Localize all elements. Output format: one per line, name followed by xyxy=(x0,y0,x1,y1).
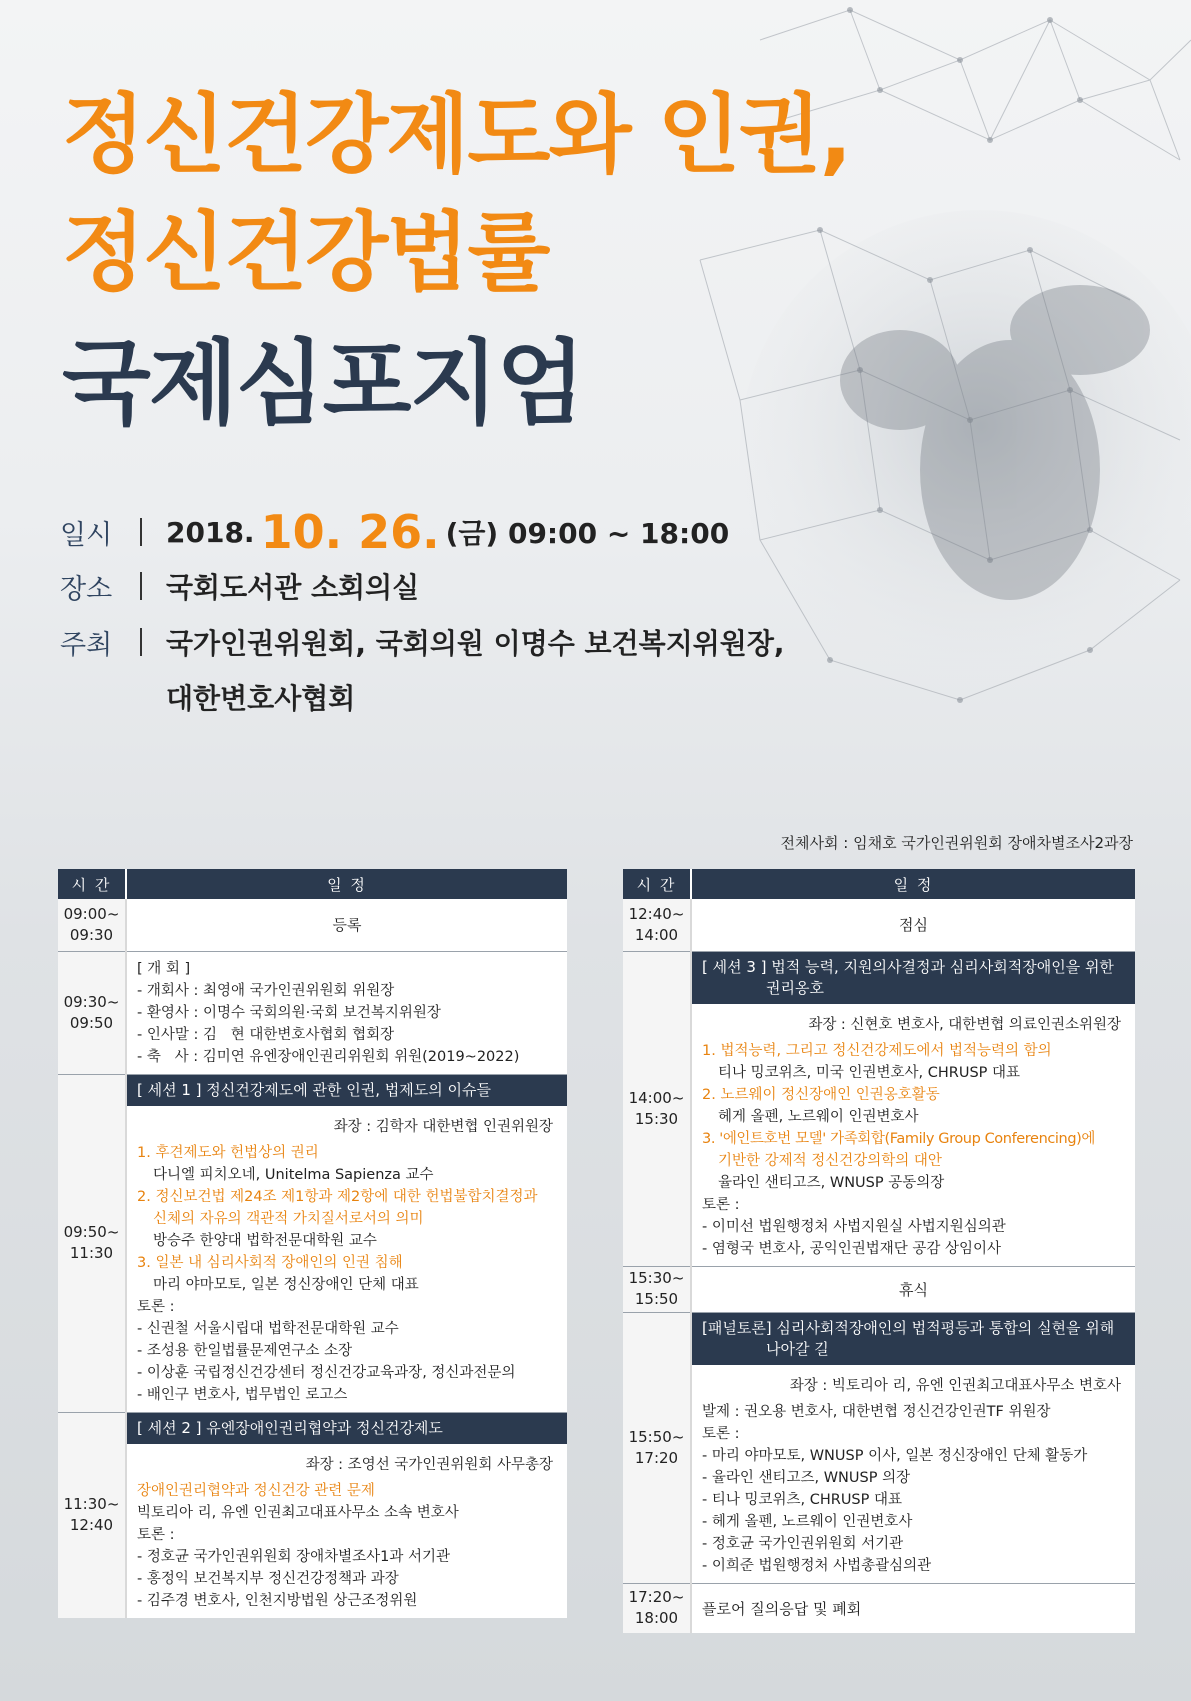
panel-cell xyxy=(691,1312,1135,1583)
discussant: - 염형국 변호사, 공익인권법재단 공감 상임이사 xyxy=(702,1240,1002,1257)
discussion-label: 토론 : xyxy=(137,1526,175,1543)
discussant: - 김주경 변호사, 인천지방법원 상근조정위원 xyxy=(137,1592,418,1609)
schedule-table-right xyxy=(623,869,1135,1633)
presenter: 빅토리아 리, 유엔 인권최고대표사무소 소속 변호사 xyxy=(137,1504,459,1521)
session-2-cell xyxy=(126,1412,567,1618)
closing xyxy=(691,1583,1135,1633)
opening-item: - 개회사 : 최영애 국가인권위원회 위원장 xyxy=(137,982,395,999)
presenter: 다니엘 피치오네, Unitelma Sapienza 교수 xyxy=(153,1166,434,1183)
header-time: 시 간 xyxy=(623,869,691,899)
session-1-title: [ 세션 1 ] 정신건강제도에 관한 인권, 법제도의 이슈들 xyxy=(127,1075,567,1106)
time-slot: 11:30~ 12:40 xyxy=(58,1412,126,1618)
discussant: - 조성용 한일법률문제연구소 소장 xyxy=(137,1342,353,1359)
presentation-title: 2. 정신보건법 제24조 제1항과 제2항에 대한 헌법불합치결정과 xyxy=(137,1188,538,1205)
host-row-2 xyxy=(166,677,355,717)
host-row xyxy=(60,622,785,662)
time-slot: 15:30~ 15:50 xyxy=(623,1266,691,1312)
host-value-1: 국가인권위원회, 국회의원 이명수 보건복지위원장, xyxy=(166,627,785,660)
break: 휴식 xyxy=(691,1266,1135,1312)
host-label: 주최 xyxy=(60,629,113,661)
opening-item: - 인사말 : 김 현 대한변호사협회 협회장 xyxy=(137,1026,395,1043)
presenter: 헤게 올펜, 노르웨이 인권변호사 xyxy=(718,1108,919,1125)
discussant: - 티나 밍코위츠, CHRUSP 대표 xyxy=(702,1491,902,1508)
presentation-title: 1. 법적능력, 그리고 정신건강제도에서 법적능력의 함의 xyxy=(702,1042,1052,1059)
opening-title: [ 개 회 ] xyxy=(137,960,191,977)
registration: 등록 xyxy=(126,899,567,951)
presentation-title-cont: 기반한 강제적 정신건강의학의 대안 xyxy=(718,1152,942,1169)
date-row xyxy=(60,505,729,559)
date-year: 2018. xyxy=(166,515,255,549)
discussant: - 마리 야마모토, WNUSP 이사, 일본 정신장애인 단체 활동가 xyxy=(702,1447,1088,1464)
time-slot: 14:00~ 15:30 xyxy=(623,951,691,1266)
divider xyxy=(140,628,142,656)
discussant: - 이상훈 국립정신건강센터 정신건강교육과장, 정신과전문의 xyxy=(137,1364,516,1381)
session-2-title: [ 세션 2 ] 유엔장애인권리협약과 정신건강제도 xyxy=(127,1413,567,1444)
host-value-2: 대한변호사협회 xyxy=(166,682,356,715)
time-slot: 09:50~ 11:30 xyxy=(58,1074,126,1412)
discussion-label: 토론 : xyxy=(702,1425,740,1442)
header-schedule: 일 정 xyxy=(126,869,567,899)
discussant: - 이희준 법원행정처 사법총괄심의관 xyxy=(702,1557,932,1574)
discussant: - 이미선 법원행정처 사법지원실 사법지원심의관 xyxy=(702,1218,1006,1235)
time-slot: 15:50~ 17:20 xyxy=(623,1312,691,1583)
presentation-title: 2. 노르웨이 정신장애인 인권옹호활동 xyxy=(702,1086,940,1103)
header-time: 시 간 xyxy=(58,869,126,899)
discussant: - 신권철 서울시립대 법학전문대학원 교수 xyxy=(137,1320,399,1337)
title-line-1: 정신건강제도와 인권, xyxy=(62,85,851,185)
place-label: 장소 xyxy=(60,573,113,605)
presenter: 방승주 한양대 법학전문대학원 교수 xyxy=(153,1232,377,1249)
presenter: 마리 야마모토, 일본 정신장애인 단체 대표 xyxy=(153,1276,419,1293)
panel-title-line1: [패널토론] 심리사회적장애인의 법적평등과 통합의 실현을 위해 xyxy=(702,1318,1115,1337)
panel-presenter: 발제 : 권오용 변호사, 대한변협 정신건강인권TF 위원장 xyxy=(702,1403,1051,1420)
opening-cell xyxy=(126,951,567,1074)
session-3-title-line2: 권리옹호 xyxy=(766,978,824,997)
presenter: 티나 밍코위츠, 미국 인권변호사, CHRUSP 대표 xyxy=(718,1064,1021,1081)
place-value: 국회도서관 소회의실 xyxy=(166,571,420,604)
discussant: - 정호균 국가인권위원회 서기관 xyxy=(702,1535,904,1552)
discussion-label: 토론 : xyxy=(702,1196,740,1213)
discussion-label: 토론 : xyxy=(137,1298,175,1315)
date-label: 일시 xyxy=(60,519,113,551)
mc-line: 전체사회 : 임채호 국가인권위원회 장애차별조사2과장 xyxy=(780,834,1133,852)
session-3-title xyxy=(692,952,1135,1004)
session-1-cell xyxy=(126,1074,567,1412)
time-slot: 09:00~ 09:30 xyxy=(58,899,126,951)
presenter: 율라인 샌티고즈, WNUSP 공동의장 xyxy=(718,1174,945,1191)
session-3-cell xyxy=(691,951,1135,1266)
session-3-title-line1: [ 세션 3 ] 법적 능력, 지원의사결정과 심리사회적장애인을 위한 xyxy=(702,957,1114,976)
discussant: - 헤게 올펜, 노르웨이 인권변호사 xyxy=(702,1513,913,1530)
session-1-chair: 좌장 : 김학자 대한변협 인권위원장 xyxy=(333,1118,553,1135)
discussant: - 율라인 샌티고즈, WNUSP 의장 xyxy=(702,1469,911,1486)
title-line-2: 정신건강법률 xyxy=(62,203,549,303)
session-3-chair: 좌장 : 신현호 변호사, 대한변협 의료인권소위원장 xyxy=(808,1016,1121,1033)
closing-text: 플로어 질의응답 및 폐회 xyxy=(702,1599,862,1618)
opening-item: - 축 사 : 김미연 유엔장애인권리위원회 위원(2019~2022) xyxy=(137,1048,520,1065)
lunch: 점심 xyxy=(691,899,1135,951)
discussant: - 홍정익 보건복지부 정신건강정책과 과장 xyxy=(137,1570,399,1587)
title-line-3: 국제심포지엄 xyxy=(62,330,584,437)
presentation-title-cont: 신체의 자유의 객관적 가치질서로서의 의미 xyxy=(153,1210,424,1227)
discussant: - 정호균 국가인권위원회 장애차별조사1과 서기관 xyxy=(137,1548,451,1565)
divider xyxy=(140,572,142,600)
panel-title-line2: 나아갈 길 xyxy=(766,1339,829,1358)
schedule-table-left xyxy=(58,869,567,1618)
time-slot: 09:30~ 09:50 xyxy=(58,951,126,1074)
session-2-chair: 좌장 : 조영선 국가인권위원회 사무총장 xyxy=(305,1456,553,1473)
presentation-title: 1. 후견제도와 헌법상의 권리 xyxy=(137,1144,319,1161)
discussant: - 배인구 변호사, 법무법인 로고스 xyxy=(137,1386,348,1403)
date-day: 10. 26. xyxy=(260,505,440,559)
date-time: (금) 09:00 ~ 18:00 xyxy=(445,517,730,550)
presentation-title: 장애인권리협약과 정신건강 관련 문제 xyxy=(137,1482,375,1499)
panel-chair: 좌장 : 빅토리아 리, 유엔 인권최고대표사무소 변호사 xyxy=(789,1377,1121,1394)
time-slot: 17:20~ 18:00 xyxy=(623,1583,691,1633)
presentation-title: 3. '에인트호번 모델' 가족회합(Family Group Conferencing)에 xyxy=(702,1130,1096,1147)
panel-title xyxy=(692,1313,1135,1365)
time-slot: 12:40~ 14:00 xyxy=(623,899,691,951)
presentation-title: 3. 일본 내 심리사회적 장애인의 인권 침해 xyxy=(137,1254,403,1271)
place-row xyxy=(60,566,419,606)
header-schedule: 일 정 xyxy=(691,869,1135,899)
opening-item: - 환영사 : 이명수 국회의원·국회 보건복지위원장 xyxy=(137,1004,441,1021)
divider xyxy=(140,518,142,546)
